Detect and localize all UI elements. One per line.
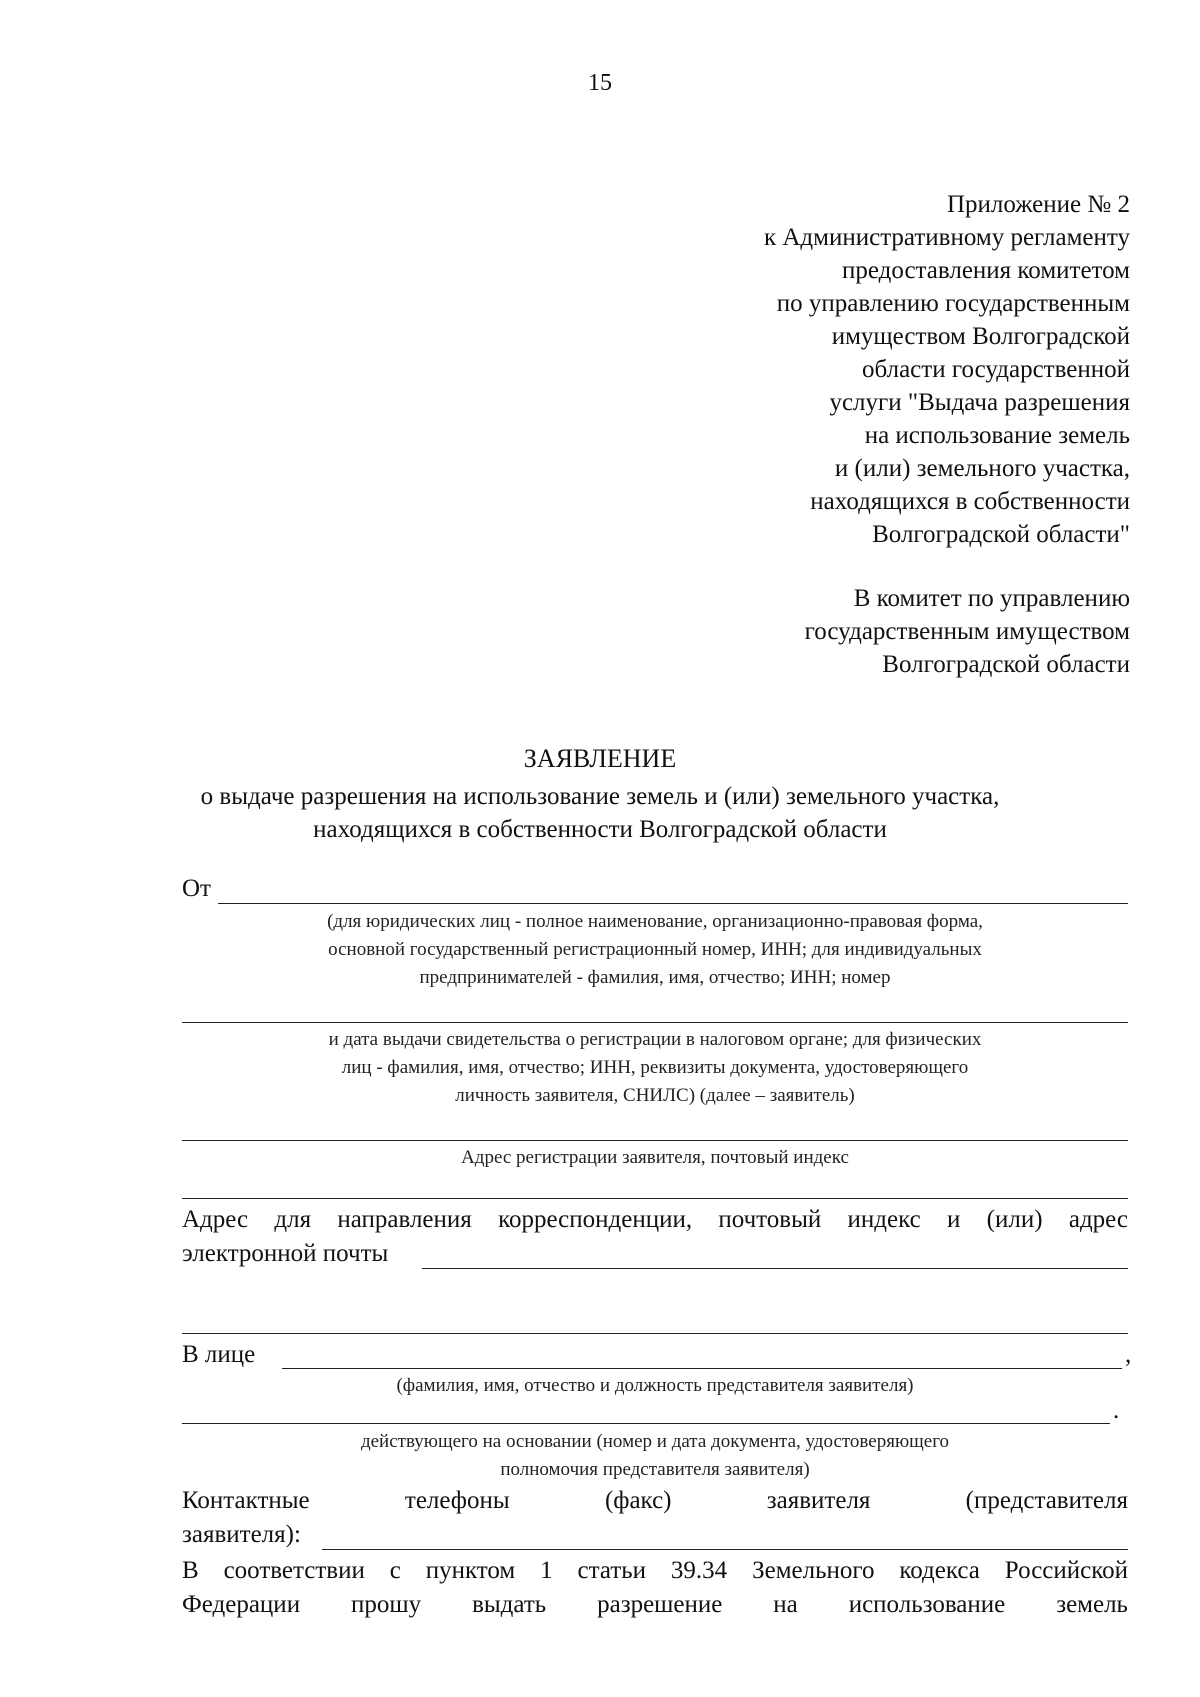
corr-address-extra-field[interactable] [182,1333,1128,1334]
corr-address-line-2: электронной почты [182,1240,389,1267]
applicant-hint-1 [182,908,1128,992]
appendix-line: области государственной [862,356,1130,383]
hint-line: предпринимателей - фамилия, имя, отчество; ИНН; номер [419,967,891,988]
hint-line: основной государственный регистрационный номер, ИНН; для индивидуальных [328,939,982,960]
appendix-block [764,188,1130,551]
request-word: использование [848,1591,1006,1618]
contacts-line-2: заявителя): [182,1521,301,1548]
appendix-line: по управлению государственным [776,290,1130,317]
appendix-line: Приложение № 2 [946,191,1130,218]
appendix-line: предоставления комитетом [841,257,1130,284]
contacts-word: (представителя [965,1487,1128,1514]
request-word: Федерации [182,1591,301,1618]
appendix-line: к Административному регламенту [763,224,1130,251]
appendix-line: находящихся в собственности [810,488,1130,515]
addressee-block [805,582,1130,681]
hint-line: и дата выдачи свидетельства о регистрации в налоговом органе; для физических [328,1029,982,1050]
contacts-word: (факс) [604,1487,672,1514]
corr-address-field[interactable] [422,1268,1128,1269]
basis-hint [182,1428,1128,1484]
request-word: на [773,1591,798,1618]
addressee-line: В комитет по управлению [853,585,1130,612]
registration-address-extra-field[interactable] [182,1198,1128,1199]
subtitle-line: находящихся в собственности Волгоградской области [313,816,887,843]
representative-label: В лице [182,1341,256,1368]
addressee-line: государственным имуществом [804,618,1130,645]
document-title: ЗАЯВЛЕНИЕ [523,744,677,773]
corr-address-line-1: Адрес для направления корреспонденции, почтовый индекс и (или) адрес [182,1206,1128,1233]
addressee-line: Волгоградской области [882,651,1130,678]
subtitle-line: о выдаче разрешения на использование земель и (или) земельного участка, [200,783,1000,810]
applicant-hint-2 [182,1026,1128,1110]
representative-hint: (фамилия, имя, отчество и должность представителя заявителя) [396,1375,914,1396]
contacts-line-1 [182,1484,1128,1518]
hint-line: полномочия представителя заявителя) [500,1459,810,1480]
registration-address-field[interactable] [182,1140,1128,1141]
appendix-line: Волгоградской области" [872,521,1130,548]
basis-period: . [1113,1397,1120,1424]
basis-field[interactable] [182,1423,1110,1424]
request-word: прошу [351,1591,422,1618]
request-word: земель [1056,1591,1128,1618]
request-word: разрешение [597,1591,723,1618]
representative-comma: , [1125,1341,1132,1368]
contacts-word: телефоны [404,1487,510,1514]
hint-line: действующего на основании (номер и дата документа, удостоверяющего [360,1431,950,1452]
document-subtitle [0,780,1200,846]
appendix-line: услуги "Выдача разрешения [829,389,1130,416]
applicant-name-field[interactable] [218,903,1128,904]
hint-line: лиц - фамилия, имя, отчество; ИНН, реквизиты документа, удостоверяющего [341,1057,969,1078]
contacts-phone-field[interactable] [322,1549,1128,1550]
contacts-word: Контактные [182,1487,310,1514]
request-line-1: В соответствии с пунктом 1 статьи 39.34 Земельного кодекса Российской [182,1557,1128,1584]
contacts-word: заявителя [766,1487,871,1514]
from-label: От [182,875,211,902]
page-number: 15 [588,70,612,96]
representative-field[interactable] [282,1368,1122,1369]
hint-line: личность заявителя, СНИЛС) (далее – заявитель) [455,1085,855,1106]
request-line-2 [182,1588,1128,1622]
registration-address-hint: Адрес регистрации заявителя, почтовый индекс [461,1147,849,1168]
request-word: выдать [472,1591,547,1618]
appendix-line: имуществом Волгоградской [831,323,1130,350]
appendix-line: на использование земель [864,422,1130,449]
appendix-line: и (или) земельного участка, [834,455,1130,482]
hint-line: (для юридических лиц - полное наименование, организационно-правовая форма, [327,911,983,932]
applicant-details-field[interactable] [182,1022,1128,1023]
